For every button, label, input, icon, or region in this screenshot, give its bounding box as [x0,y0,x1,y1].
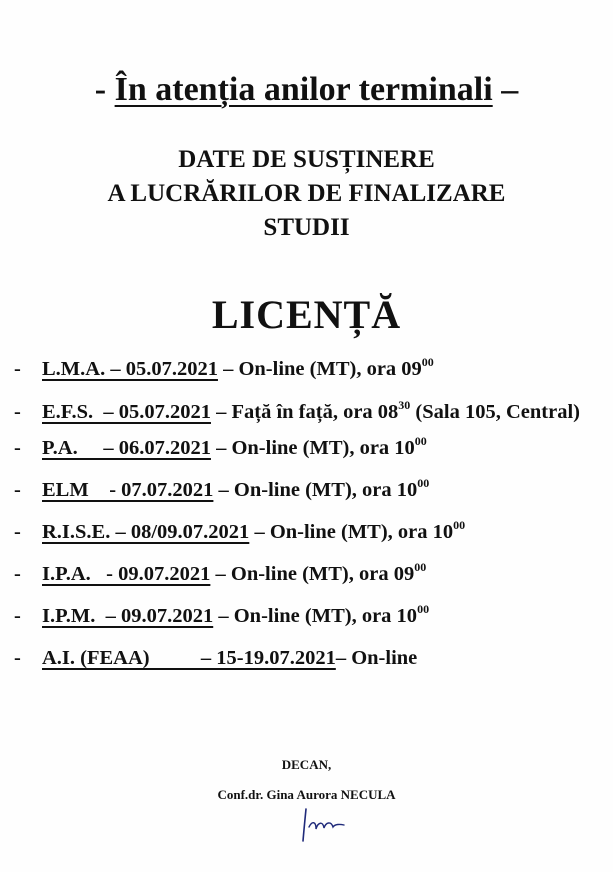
headline-title: În atenția anilor terminali [114,71,493,108]
session-location: (Sala 105, Central) [410,401,580,423]
signatory-role: DECAN, [281,757,332,772]
program-date: R.I.S.E. – 08/09.07.2021 [42,521,250,543]
bullet-dash: - [14,479,21,501]
program-date: ELM - 07.07.2021 [42,479,214,501]
time-minutes: 00 [414,434,427,448]
time-minutes: 00 [421,355,434,369]
document-subtitle [0,143,613,245]
session-details: – Față în față, ora 08 [210,401,399,423]
list-item [14,357,604,382]
time-minutes: 00 [417,476,430,490]
subtitle-line-3: STUDII [263,214,350,241]
session-details: – On-line (MT), ora 10 [249,521,454,543]
list-item [14,562,604,587]
schedule-list [14,357,604,688]
time-minutes: 00 [453,518,466,532]
list-item [14,436,604,461]
bullet-dash: - [14,521,21,543]
subtitle-line-2: A LUCRĂRILOR DE FINALIZARE [107,180,506,207]
session-details: – On-line (MT), ora 10 [213,605,418,627]
session-details: – On-line [335,647,418,669]
session-details: – On-line (MT), ora 10 [210,437,415,459]
bullet-dash: - [14,647,21,669]
headline-suffix: – [492,71,519,108]
list-item [14,646,604,671]
list-item [14,478,604,503]
list-item [14,520,604,545]
program-date: P.A. – 06.07.2021 [42,437,211,459]
program-date: E.F.S. – 05.07.2021 [42,401,211,423]
bullet-dash: - [14,401,21,423]
time-minutes: 00 [414,560,427,574]
program-date: I.P.A. - 09.07.2021 [42,563,211,585]
page-headline [0,68,613,112]
section-title-licenta: LICENȚĂ [211,292,402,337]
program-date: L.M.A. – 05.07.2021 [42,358,218,380]
handwritten-signature [300,805,360,845]
signatory-name: Conf.dr. Gina Aurora NECULA [217,787,396,802]
time-minutes: 30 [398,398,411,412]
session-details: – On-line (MT), ora 09 [217,358,422,380]
list-item [14,391,602,433]
subtitle-line-1: DATE DE SUSȚINERE [178,146,435,173]
session-details: – On-line (MT), ora 10 [213,479,418,501]
session-details: – On-line (MT), ora 09 [210,563,415,585]
signature-block [0,750,613,810]
bullet-dash: - [14,563,21,585]
headline-prefix: - [94,71,115,108]
bullet-dash: - [14,358,21,380]
time-minutes: 00 [417,602,430,616]
bullet-dash: - [14,437,21,459]
bullet-dash: - [14,605,21,627]
list-item [14,604,604,629]
program-date: I.P.M. – 09.07.2021 [42,605,214,627]
program-date: A.I. (FEAA) – 15-19.07.2021 [42,647,336,669]
